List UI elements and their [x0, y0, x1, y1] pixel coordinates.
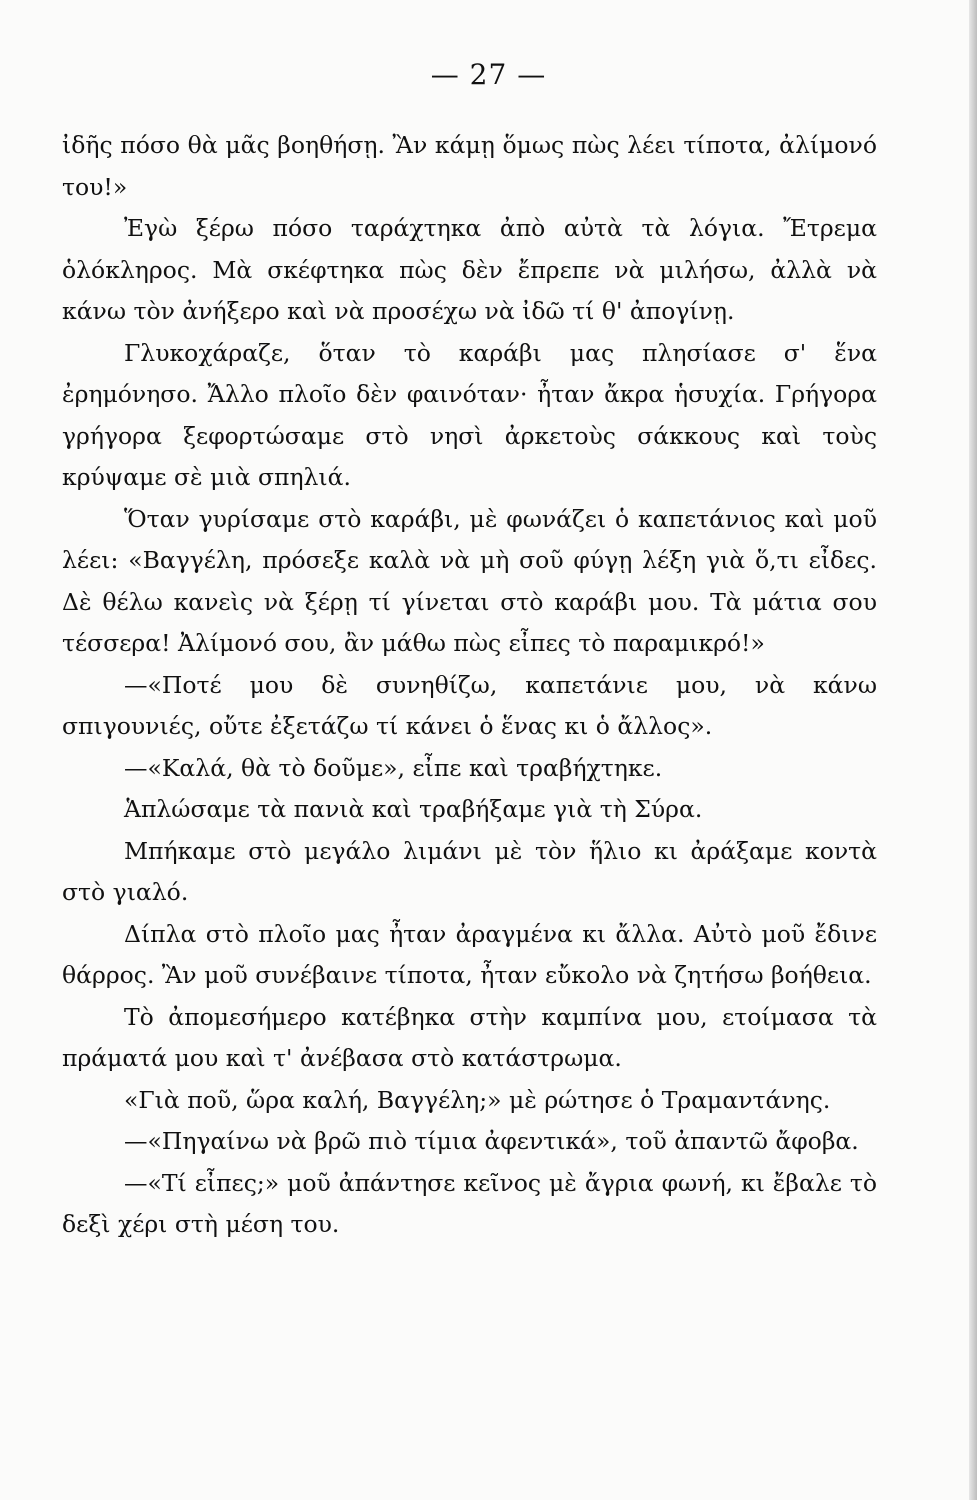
paragraph-4: Ὅταν γυρίσαμε στὸ καράβι, μὲ φωνάζει ὁ καπετάνιος καὶ μοῦ λέει: «Βαγγέλη, πρόσεξε καλὰ νὰ μὴ σοῦ φύγῃ λέξη γιὰ ὅ,τι εἶδες. Δὲ θέλω κανεὶς νὰ ξέρῃ τί γίνεται στὸ καράβι μου. Τὰ μάτια σου τέσσερα! Ἀλίμονό σου, ἂν μάθω πὼς εἶπες τὸ παραμικρό!» [62, 504, 877, 657]
paragraph-12: —«Πηγαίνω νὰ βρῶ πιὸ τίμια ἀφεντικά», τοῦ ἀπαντῶ ἄφοβα. [124, 1127, 859, 1155]
paragraph-11: «Γιὰ ποῦ, ὥρα καλή, Βαγγέλη;» μὲ ρώτησε ὁ Τραμαντάνης. [124, 1085, 831, 1114]
paragraph-8: Μπήκαμε στὸ μεγάλο λιμάνι μὲ τὸν ἥλιο κι ἀράξαμε κοντὰ στὸ γιαλό. [62, 836, 877, 906]
paragraph-5: —«Ποτέ μου δὲ συνηθίζω, καπετάνιε μου, νὰ κάνω σπιγουνιές, οὔτε ἐξετάζω τί κάνει ὁ ἕνας κι ὁ ἄλλος». [62, 670, 877, 740]
body-text [62, 125, 877, 1246]
paragraph-3: Γλυκοχάραζε, ὅταν τὸ καράβι μας πλησίασε σ' ἕνα ἐρημόνησο. Ἄλλο πλοῖο δὲν φαινόταν· ἦταν ἄκρα ἡσυχία. Γρήγορα γρήγορα ξεφορτώσαμε στὸ νησὶ ἀρκετοὺς σάκκους καὶ τοὺς κρύψαμε σὲ μιὰ σπηλιά. [62, 338, 877, 491]
paragraph-9: Δίπλα στὸ πλοῖο μας ἦταν ἀραγμένα κι ἄλλα. Αὐτὸ μοῦ ἔδινε θάρρος. Ἂν μοῦ συνέβαινε τίποτα, ἦταν εὔκολο νὰ ζητήσω βοήθεια. [62, 919, 877, 989]
paragraph-7: Ἁπλώσαμε τὰ πανιὰ καὶ τραβήξαμε γιὰ τὴ Σύρα. [124, 795, 703, 823]
paragraph-1: ἰδῆς πόσο θὰ μᾶς βοηθήσῃ. Ἂν κάμῃ ὅμως πὼς λέει τίποτα, ἀλίμονό του!» [62, 131, 877, 201]
paragraph-6: —«Καλά, θὰ τὸ δοῦμε», εἶπε καὶ τραβήχτηκε. [124, 753, 663, 782]
page-number: — 27 — [430, 58, 547, 91]
paragraph-10: Τὸ ἀπομεσήμερο κατέβηκα στὴν καμπίνα μου, ετοίμασα τὰ πράματά μου καὶ τ' ἀνέβασα στὸ κατάστρωμα. [62, 1002, 877, 1072]
paragraph-13: —«Τί εἶπες;» μοῦ ἀπάντησε κεῖνος μὲ ἄγρια φωνή, κι ἔβαλε τὸ δεξὶ χέρι στὴ μέση του. [62, 1168, 877, 1238]
page-edge-shadow [969, 0, 977, 1500]
paragraph-2: Ἐγὼ ξέρω πόσο ταράχτηκα ἀπὸ αὐτὰ τὰ λόγια. Ἔτρεμα ὁλόκληρος. Μὰ σκέφτηκα πὼς δὲν ἔπρεπε νὰ μιλήσω, ἀλλὰ νὰ κάνω τὸν ἀνήξερο καὶ νὰ προσέχω νὰ ἰδῶ τί θ' ἀπογίνῃ. [62, 214, 877, 325]
